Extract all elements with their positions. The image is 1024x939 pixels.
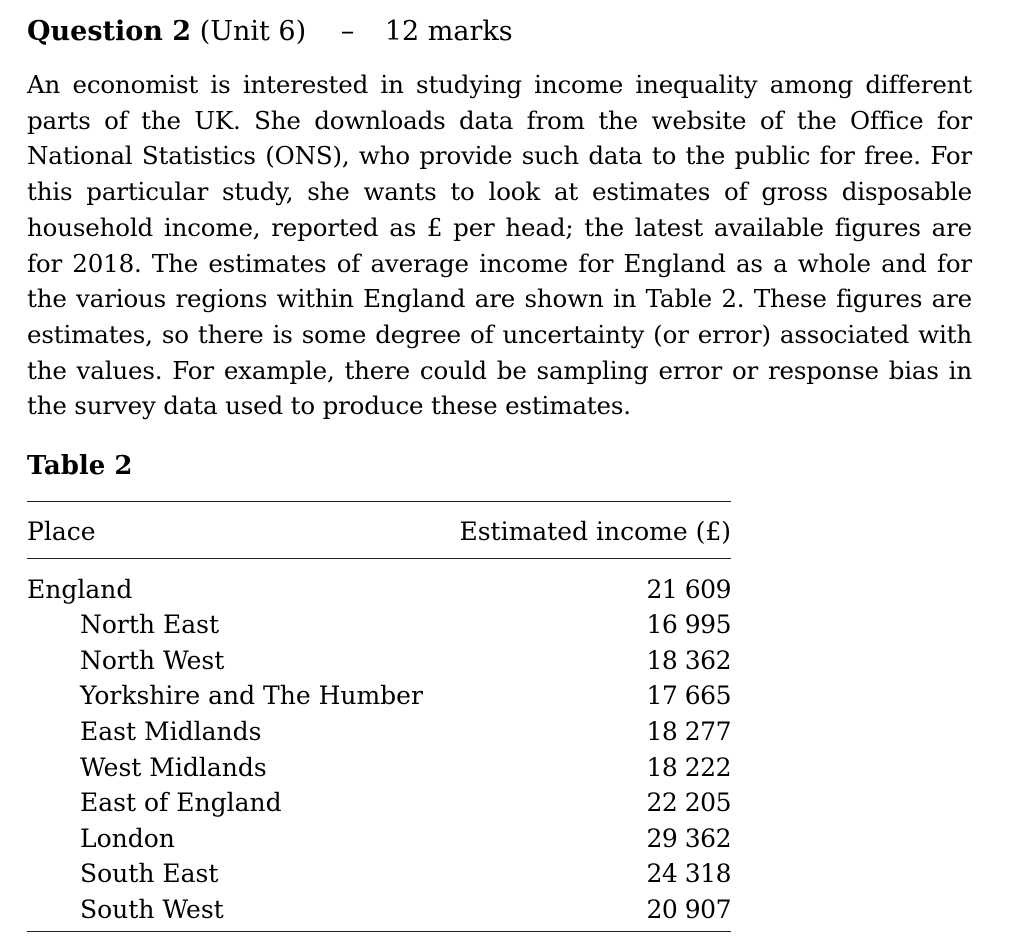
- question-paragraph: An economist is interested in studying income inequality among different parts of the UK. She downloads data from the website of the Office for National Statistics (ONS), who provide such data to the public for free. For this particular study, she wants to look at estimates of gross disposable household income, reported as £ per head; the latest available figures are for 2018. The estimates of average income for England as a whole and for the various regions within England are shown in Table 2. These figures are estimates, so there is some degree of uncertainty (or error) associated with the values. For example, there could be sampling error or response bias in the survey data used to produce these estimates.: [27, 70, 972, 421]
- table-row: [27, 821, 731, 857]
- row-place: London: [80, 823, 175, 853]
- row-place: North East: [80, 610, 220, 640]
- table-row: [27, 643, 731, 679]
- row-place: South East: [80, 859, 219, 889]
- row-place: North West: [80, 645, 225, 675]
- row-place: England: [27, 574, 133, 604]
- question-marks: 12 marks: [384, 16, 513, 47]
- row-value: 29 362: [646, 823, 731, 853]
- row-value: 22 205: [646, 788, 731, 818]
- header-place: Place: [27, 501, 445, 558]
- question-label: Question 2: [27, 16, 192, 47]
- row-value: 21 609: [646, 574, 731, 604]
- table-row: [27, 558, 731, 607]
- row-value: 17 665: [646, 681, 731, 711]
- table-row: [27, 785, 731, 821]
- table-row: [27, 856, 731, 892]
- table-row: [27, 714, 731, 750]
- question-heading: [27, 14, 987, 50]
- question-unit: (Unit 6): [199, 16, 307, 47]
- table-row: [27, 607, 731, 643]
- row-place: South West: [27, 892, 445, 932]
- row-place: West Midlands: [80, 752, 267, 782]
- income-table: [27, 501, 731, 933]
- row-place: East of England: [80, 788, 282, 818]
- row-place: Yorkshire and The Humber: [80, 681, 423, 711]
- row-value: 20 907: [445, 892, 731, 932]
- row-place: East Midlands: [80, 716, 262, 746]
- table-header-row: [27, 501, 731, 558]
- row-value: 24 318: [646, 859, 731, 889]
- row-value: 18 277: [646, 716, 731, 746]
- header-income: Estimated income (£): [445, 501, 731, 558]
- row-value: 18 222: [646, 752, 731, 782]
- row-value: 16 995: [646, 610, 731, 640]
- table-title: Table 2: [27, 450, 133, 481]
- table-row: [27, 678, 731, 714]
- row-value: 18 362: [646, 645, 731, 675]
- table-row: [27, 892, 731, 932]
- heading-separator: –: [340, 16, 355, 47]
- question-page: [27, 14, 987, 932]
- table-row: [27, 750, 731, 786]
